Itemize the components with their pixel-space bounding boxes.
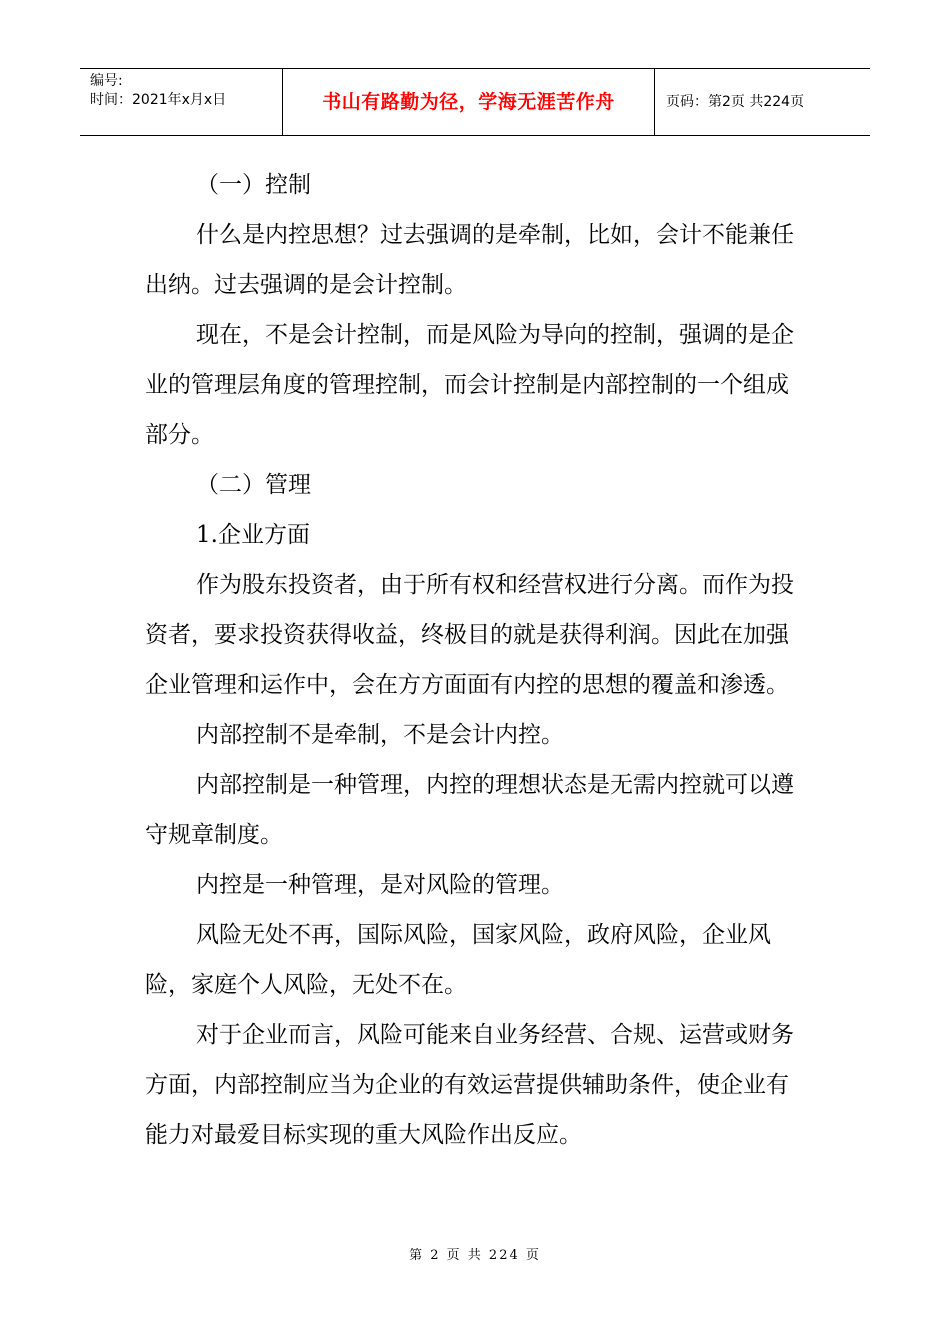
page-footer: 第 2 页 共 224 页 [409, 1248, 541, 1263]
paragraph: 对于企业而言，风险可能来自业务经营、合规、运营或财务方面，内部控制应当为企业的有效运营提供辅助条件，使企业有能力对最爱目标实现的重大风险作出反应。 [145, 1022, 794, 1148]
header-page-info: 页码：第2页 共224页 [666, 94, 805, 110]
subsection-heading-enterprise: 1.企业方面 [196, 522, 310, 548]
header-motto: 书山有路勤为径，学海无涯苦作舟 [283, 69, 655, 135]
paragraph: 内控是一种管理，是对风险的管理。 [196, 872, 564, 898]
paragraph: 现在，不是会计控制，而是风险为导向的控制，强调的是企业的管理层角度的管理控制，而会计控制是内部控制的一个组成部分。 [145, 322, 794, 448]
document-body [145, 160, 795, 1160]
section-heading-management: （二）管理 [196, 472, 311, 498]
paragraph: 风险无处不再，国际风险，国家风险，政府风险，企业风险，家庭个人风险，无处不在。 [145, 922, 771, 998]
page-header [80, 68, 870, 136]
paragraph: 内部控制不是牵制，不是会计内控。 [196, 722, 564, 748]
header-info-cell [80, 69, 283, 135]
date-line: 时间：2021年x月x日 [90, 92, 227, 108]
paragraph: 内部控制是一种管理，内控的理想状态是无需内控就可以遵守规章制度。 [145, 772, 794, 848]
paragraph: 作为股东投资者，由于所有权和经营权进行分离。而作为投资者，要求投资获得收益，终极目的就是获得利润。因此在加强企业管理和运作中，会在方方面面有内控的思想的覆盖和渗透。 [145, 572, 794, 698]
paragraph: 什么是内控思想？过去强调的是牵制，比如，会计不能兼任出纳。过去强调的是会计控制。 [145, 222, 794, 298]
section-heading-control: （一）控制 [196, 172, 311, 198]
serial-label: 编号: [90, 73, 123, 89]
